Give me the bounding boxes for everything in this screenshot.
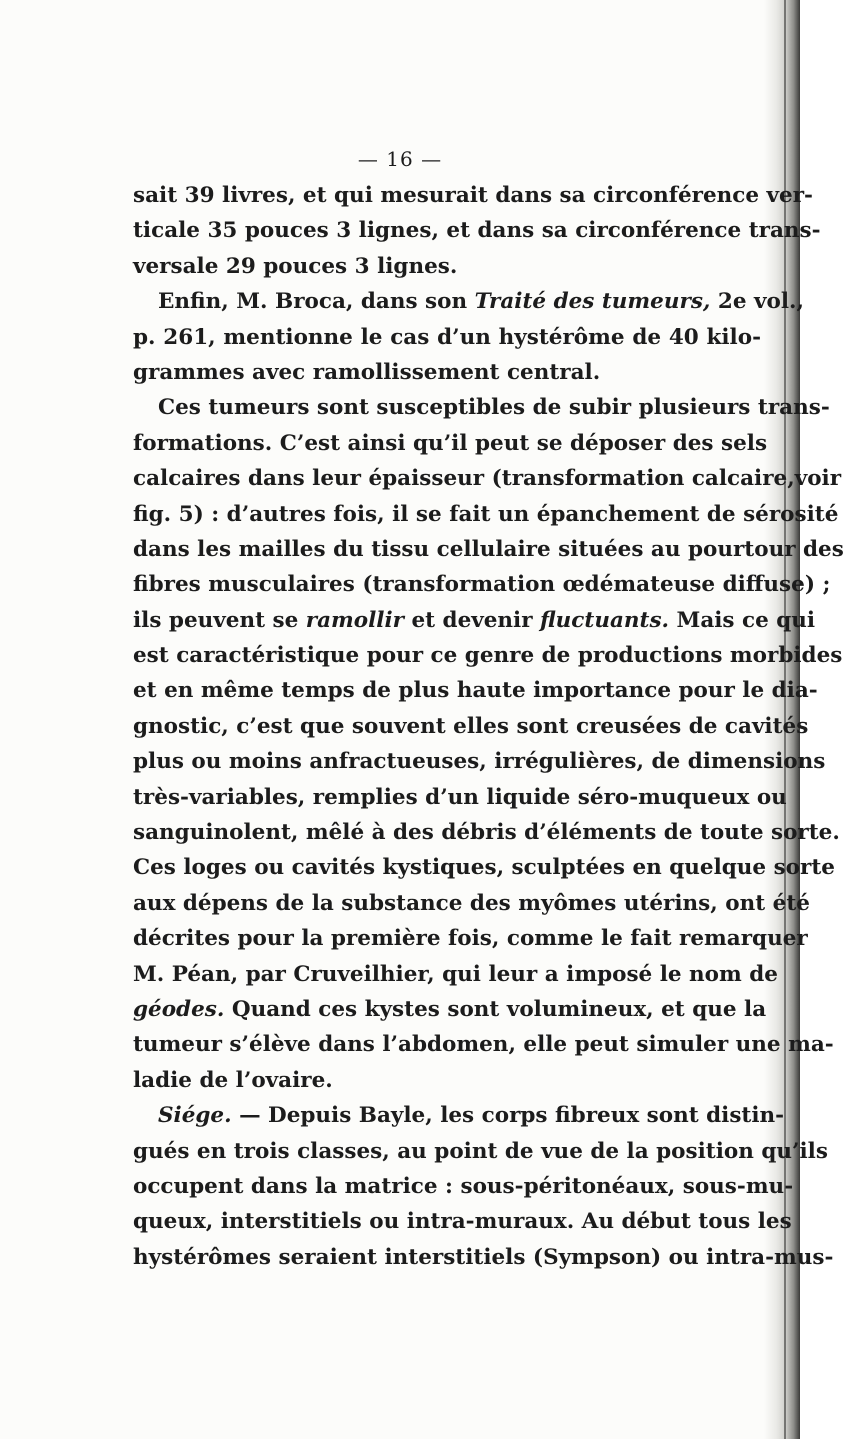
italic-text: Traité des tumeurs, [474,289,711,315]
text-segment: Mais ce qui [669,607,816,633]
text-segment: calcaires dans leur épaisseur (transformation calcaire,voir [133,466,842,492]
text-segment: aux dépens de la substance des myômes utérins, ont été [133,890,810,916]
text-line [133,1204,792,1239]
text-segment: et devenir [403,607,541,633]
text-line [133,673,818,708]
text-segment: Ces tumeurs sont susceptibles de subir plusieurs trans- [158,395,830,421]
text-line [133,921,808,956]
text-segment: tumeur s’élève dans l’abdomen, elle peut simuler une ma- [133,1032,834,1058]
text-line [133,178,813,213]
text-line [133,1098,785,1133]
body-text [133,178,844,1275]
italic-text: géodes. [133,996,225,1022]
text-segment: formations. C’est ainsi qu’il peut se déposer des sels [133,430,768,456]
text-line [133,532,844,567]
text-segment: queux, interstitiels ou intra-muraux. Au début tous les [133,1209,792,1235]
text-line [133,638,843,673]
text-line [133,1027,834,1062]
text-line [133,390,830,425]
italic-text: ramollir [305,607,404,633]
text-line [133,320,761,355]
text-segment: 2e vol., [710,289,804,315]
text-line [133,709,809,744]
text-line [133,957,778,992]
text-segment: ils peuvent se [133,607,306,633]
text-segment: fibres musculaires (transformation œdémateuse diffuse) ; [133,572,831,598]
text-line [133,1134,828,1169]
text-segment: occupent dans la matrice : sous-péritonéaux, sous-mu- [133,1173,794,1199]
text-line [133,850,835,885]
text-segment: et en même temps de plus haute importance pour le dia- [133,678,818,704]
text-line [133,213,821,248]
text-segment: ladie de l’ovaire. [133,1067,333,1093]
text-segment: décrites pour la première fois, comme le fait remarquer [133,926,808,952]
text-line [133,567,831,602]
text-segment: p. 261, mentionne le cas d’un hystérôme de 40 kilo- [133,324,761,350]
page-number: — 16 — [357,147,443,171]
text-line [133,355,761,390]
text-segment: fig. 5) : d’autres fois, il se fait un épanchement de sérosité [133,501,839,527]
text-line [133,249,761,284]
text-segment: gués en trois classes, au point de vue de la position qu’ils [133,1138,828,1164]
text-segment: plus ou moins anfractueuses, irrégulières, de dimensions [133,749,826,775]
text-segment: — Depuis Bayle, les corps fibreux sont distin- [231,1103,785,1129]
text-segment: Ces loges ou cavités kystiques, sculptées en quelque sorte [133,855,835,881]
text-line [133,780,787,815]
text-segment: hystérômes seraient interstitiels (Sympson) ou intra-mus- [133,1244,834,1270]
text-segment: Quand ces kystes sont volumineux, et que la [224,996,767,1022]
text-line [133,1169,794,1204]
text-line [133,603,816,638]
text-line [133,992,767,1027]
text-line [133,461,842,496]
text-segment: sanguinolent, mêlé à des débris d’éléments de toute sorte. [133,820,840,846]
text-segment: grammes avec ramollissement central. [133,359,601,385]
text-line [133,497,839,532]
text-line [133,1240,834,1275]
italic-text: Siége. [158,1103,232,1129]
italic-text: fluctuants. [540,607,670,633]
text-segment: ticale 35 pouces 3 lignes, et dans sa circonférence trans- [133,218,821,244]
text-line [133,1063,761,1098]
text-line [133,284,804,319]
text-line [133,815,840,850]
text-segment: sait 39 livres, et qui mesurait dans sa circonférence ver- [133,183,813,208]
text-segment: très-variables, remplies d’un liquide séro-muqueux ou [133,784,787,810]
text-segment: dans les mailles du tissu cellulaire situées au pourtour des [133,536,844,562]
text-segment: est caractéristique pour ce genre de productions morbides [133,643,843,669]
text-segment: gnostic, c’est que souvent elles sont creusées de cavités [133,713,809,739]
text-segment: M. Péan, par Cruveilhier, qui leur a imposé le nom de [133,961,778,987]
text-segment: Enfin, M. Broca, dans son [158,289,475,315]
text-line [133,744,826,779]
text-segment: versale 29 pouces 3 lignes. [133,253,458,279]
text-line [133,886,810,921]
text-line [133,426,768,461]
